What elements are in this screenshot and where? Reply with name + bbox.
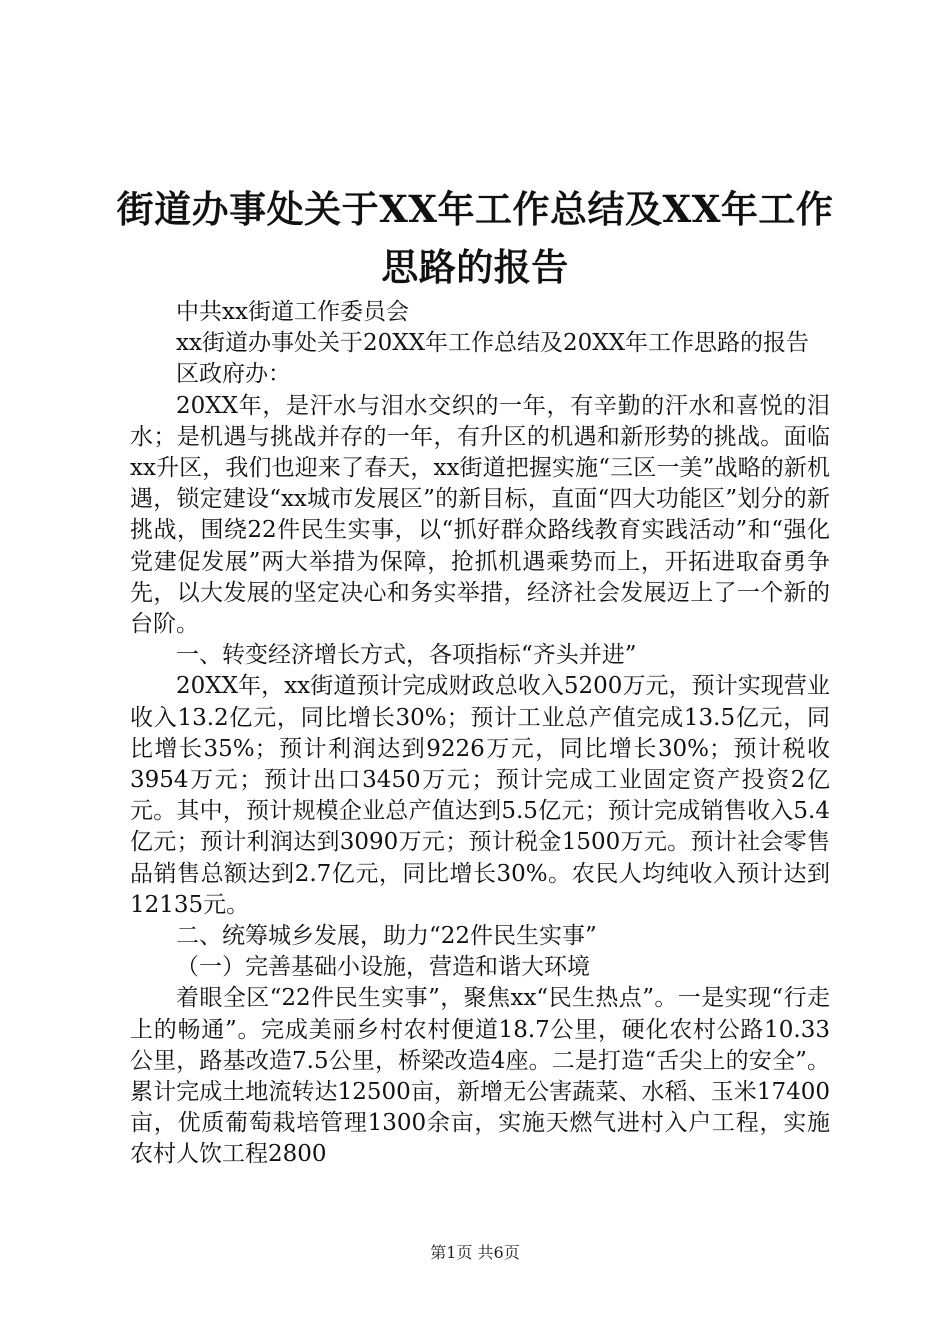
paragraph-addressee: 区政府办：	[176, 361, 291, 388]
paragraph-report-heading: xx街道办事处关于20XX年工作总结及20XX年工作思路的报告	[176, 330, 809, 357]
section-heading-1: 一、转变经济增长方式，各项指标“齐头并进”	[176, 642, 637, 669]
paragraph-recipient-org: 中共xx街道工作委员会	[176, 299, 409, 325]
subsection-heading-1: （一）完善基础小设施，营造和谐大环境	[176, 954, 590, 981]
paragraph-infrastructure: 着眼全区“22件民生实事”，聚焦xx“民生热点”。一是实现“行走上的畅通”。完成美丽乡村农村便道18.7公里，硬化农村公路10.33公里，路基改造7.5公里，桥梁改造4座。二是打造“舌尖上的安全”。累计完成土地流转达12500亩，新增无公害蔬菜、水稻、玉米17400亩，优质葡萄栽培管理1300余亩，实施天燃气进村入户工程，实施农村人饮工程2800	[130, 985, 830, 1168]
section-heading-2: 二、统筹城乡发展，助力“22件民生实事”	[176, 923, 597, 950]
document-title: 街道办事处关于XX年工作总结及XX年工作思路的报告	[116, 187, 834, 289]
paragraph-economic-indicators: 20XX年，xx街道预计完成财政总收入5200万元，预计实现营业收入13.2亿元，同比增长30%；预计工业总产值完成13.5亿元，同比增长35%；预计利润达到9226万元，同比增长30%；预计税收3954万元；预计出口3450万元；预计完成工业固定资产投资2亿元。其中，预计规模企业总产值达到5.5亿元；预计完成销售收入5.4亿元；预计利润达到3090万元；预计税金1500万元。预计社会零售品销售总额达到2.7亿元，同比增长30%。农民人均纯收入预计达到12135元。	[130, 673, 830, 918]
document-body	[130, 297, 830, 1171]
page-number-footer: 第1页 共6页	[430, 1243, 520, 1262]
paragraph-introduction: 20XX年，是汗水与泪水交织的一年，有辛勤的汗水和喜悦的泪水；是机遇与挑战并存的一年，有升区的机遇和新形势的挑战。面临xx升区，我们也迎来了春天，xx街道把握实施“三区一美”战略的新机遇，锁定建设“xx城市发展区”的新目标，直面“四大功能区”划分的新挑战，围绕22件民生实事，以“抓好群众路线教育实践活动”和“强化党建促发展”两大举措为保障，抢抓机遇乘势而上，开拓进取奋勇争先，以大发展的坚定决心和务实举措，经济社会发展迈上了一个新的台阶。	[130, 392, 830, 638]
